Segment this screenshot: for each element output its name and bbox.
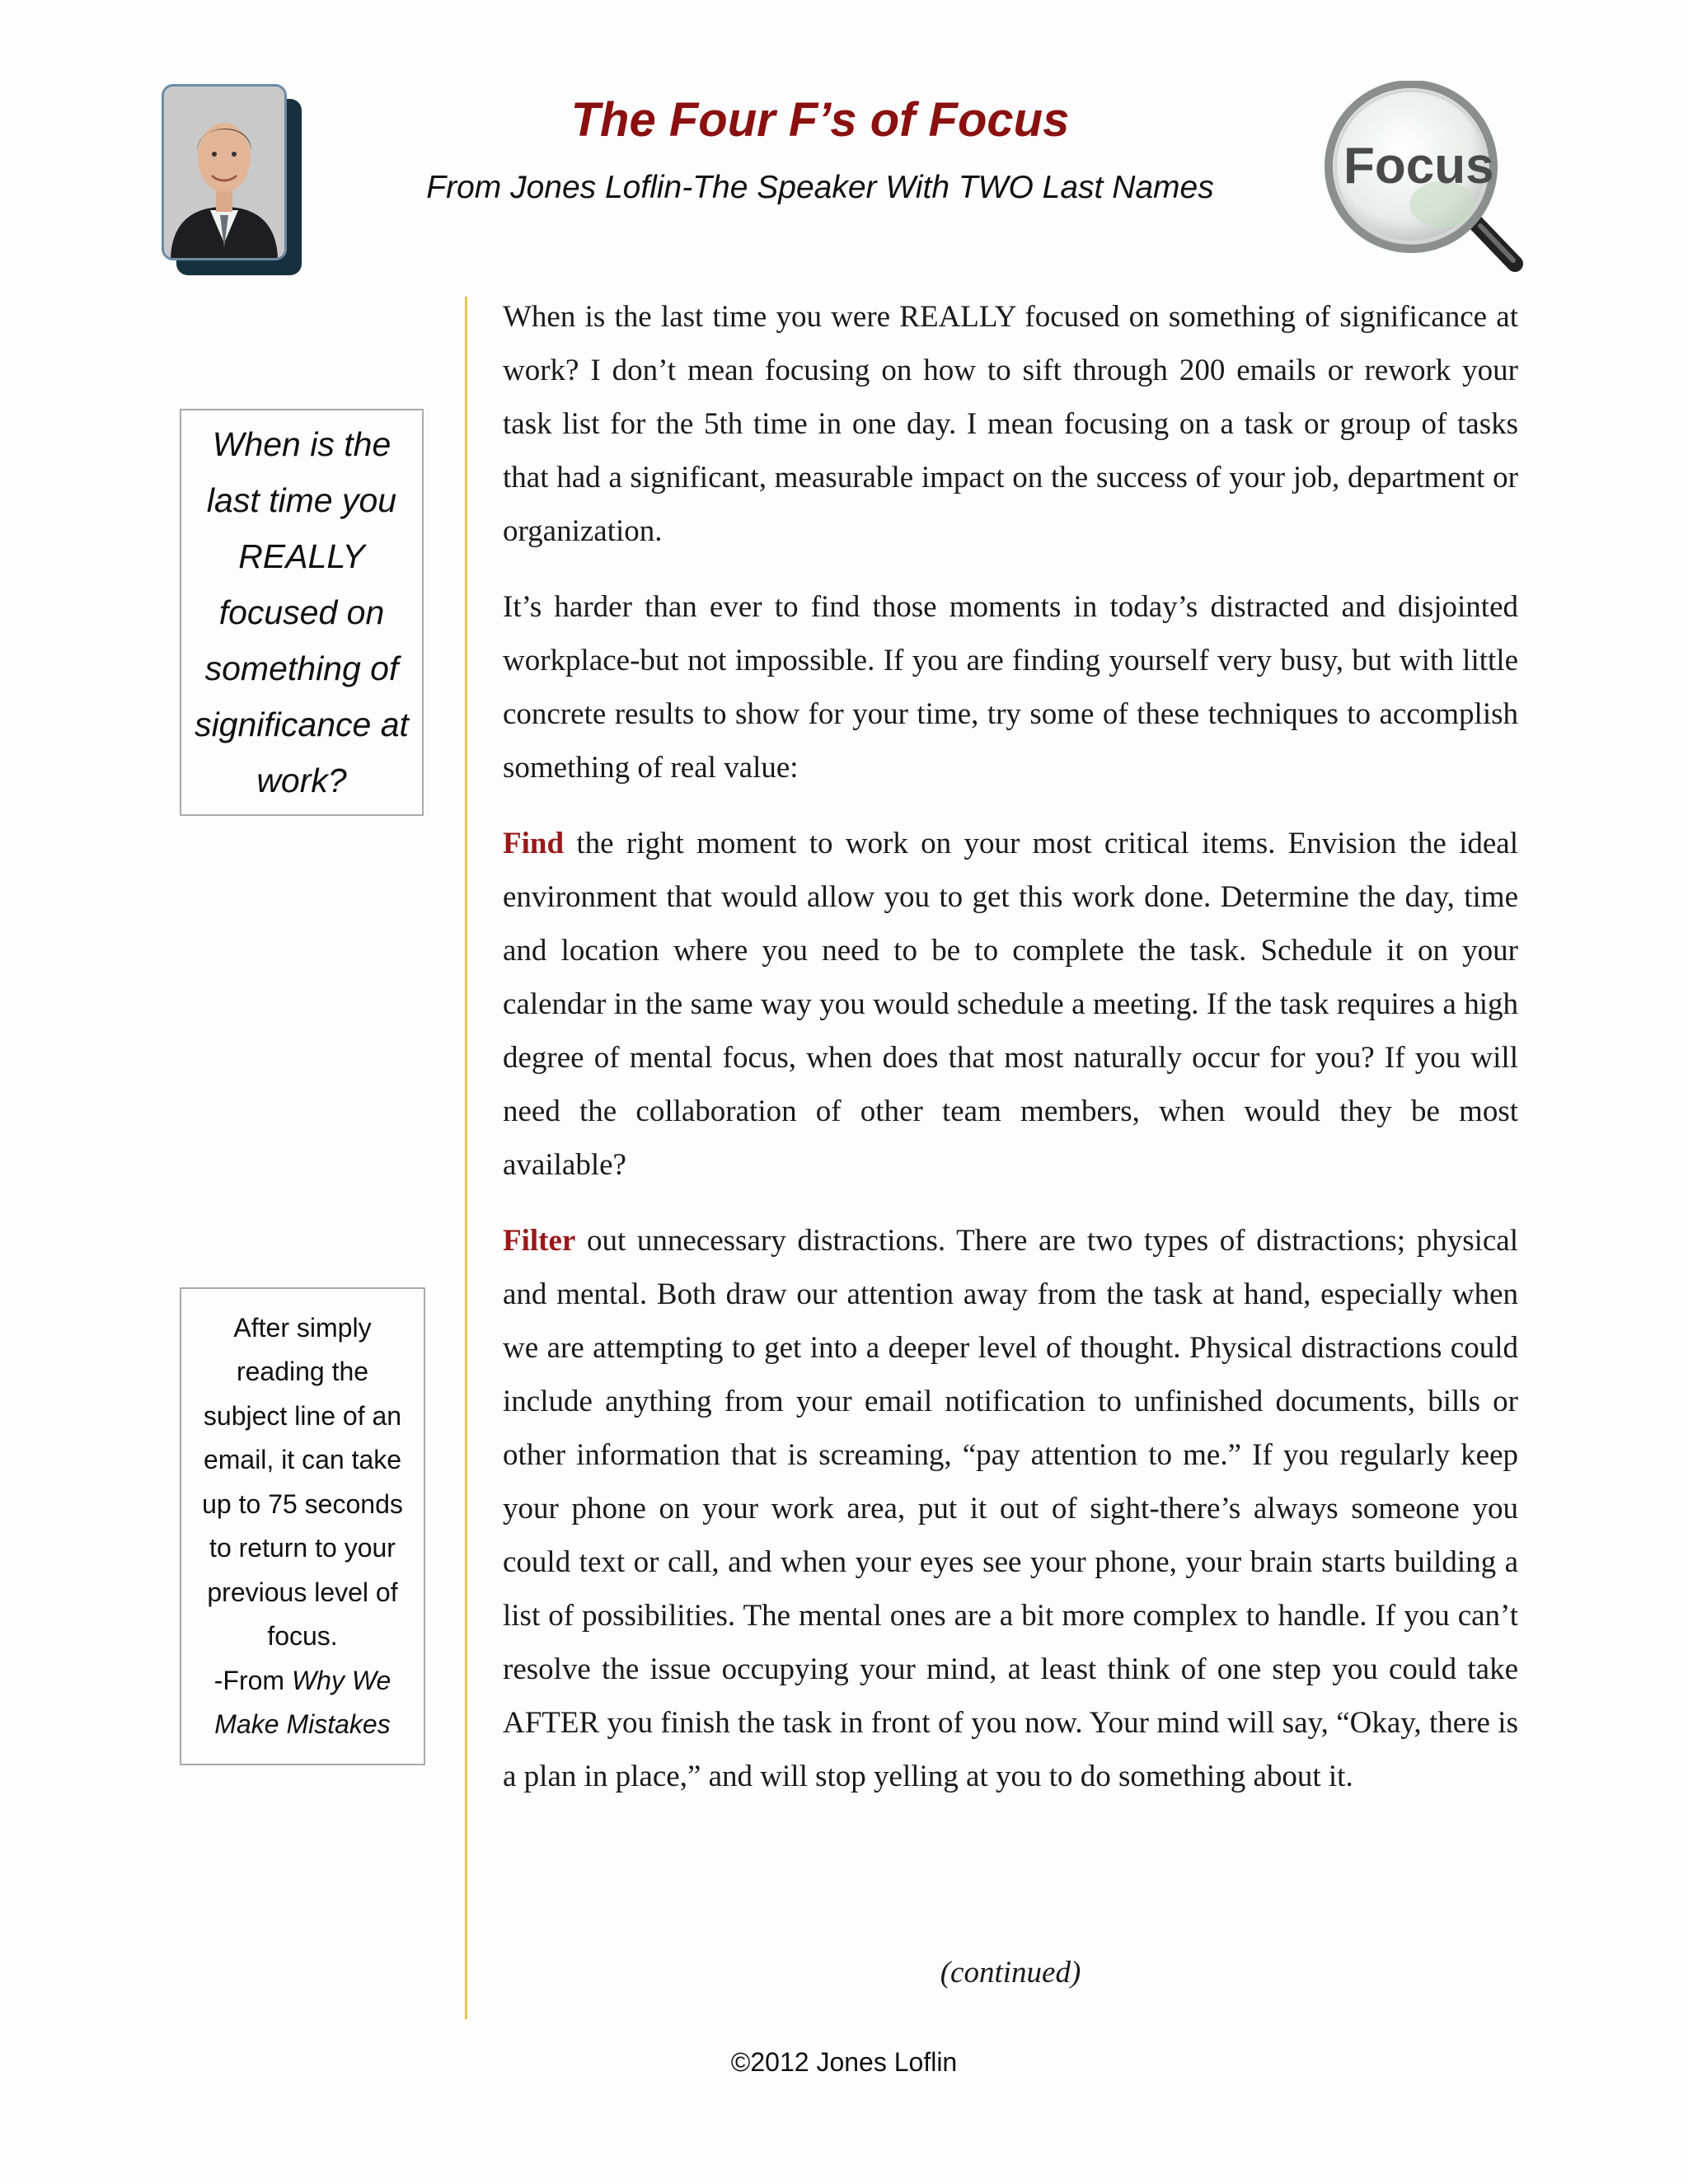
- paragraph-filter: [503, 1214, 1518, 1803]
- continued-note: (continued): [940, 1956, 1081, 1990]
- paragraph-context: It’s harder than ever to find those moments in today’s distracted and disjointed workplace-but not impossible. If you are finding yourself very busy, but with little concrete results to show for your time, try some of these techniques to accomplish something of real value:: [503, 590, 1518, 785]
- column-divider: [465, 297, 467, 2019]
- keyword-filter: Filter: [503, 1224, 576, 1258]
- author-photo: [162, 84, 302, 275]
- paragraph-filter-text: out unnecessary distractions. There are two types of distractions; physical and mental. Both draw our attention away from the task at hand, especially when we are attempting to get into a deeper level of thought. Physical distractions could include anything from your email notification to unfinished documents, bills or other information that is screaming, “pay attention to me.” If you regularly keep your phone on your work area, put it out of sight-there’s always someone you could text or call, and when your eyes see your phone, your brain starts building a list of possibilities. The mental ones are a bit more complex to handle. If you can’t resolve the issue occupying your mind, at least think of one step you could take AFTER you finish the task in front of you now. Your mind will say, “Okay, there is a plan in place,” and will stop yelling at you to do something about it.: [503, 1224, 1518, 1793]
- person-portrait-icon: [162, 84, 287, 260]
- article-body: [503, 290, 1518, 1825]
- page-subtitle: From Jones Loflin-The Speaker With TWO Last Names: [426, 170, 1214, 205]
- logo-text: Focus: [1343, 138, 1494, 194]
- focus-logo: [1319, 81, 1523, 272]
- fact-text: After simply reading the subject line of an email, it can take up to 75 seconds to return to your previous level of focus.: [202, 1312, 403, 1651]
- magnifying-glass-icon: [1319, 81, 1523, 272]
- paragraph-find: [503, 817, 1518, 1192]
- pullquote-box: [180, 409, 424, 816]
- paragraph-find-text: the right moment to work on your most critical items. Envision the ideal environment that would allow you to get this work done. Determine the day, time and location where you need to be to complete the task. Schedule it on your calendar in the same way you would schedule a meeting. If the task requires a high degree of mental focus, when does that most naturally occur for you? If you will need the collaboration of other team members, when would they be most available?: [503, 827, 1518, 1182]
- footer-copyright: ©2012 Jones Loflin: [730, 2047, 958, 2077]
- fact-source-title: Why We Make Mistakes: [214, 1665, 392, 1739]
- fact-source-prefix: -From: [213, 1665, 292, 1695]
- paragraph-intro: When is the last time you were REALLY focused on something of significance at work? I don’t mean focusing on how to sift through 200 emails or rework your task list for the 5th time in one day. I mean focusing on a task or group of tasks that had a significant, measurable impact on the success of your job, department or organization.: [503, 300, 1518, 548]
- pullquote-text: When is the last time you REALLY focused on something of significance at work?: [195, 425, 409, 799]
- keyword-find: Find: [503, 827, 565, 860]
- fact-source: [181, 1659, 424, 1747]
- person-portrait-graphic: [164, 87, 284, 258]
- page-title: The Four F’s of Focus: [570, 93, 1070, 147]
- fact-box: [180, 1287, 425, 1765]
